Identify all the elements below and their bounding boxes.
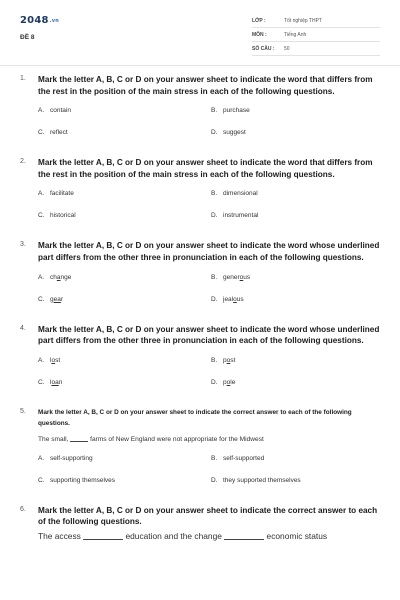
option-letter: C. (38, 129, 45, 137)
option-text: n (58, 378, 63, 386)
underlined-part: ea (53, 295, 61, 303)
option-d[interactable] (211, 129, 246, 136)
question-sentence (38, 531, 382, 541)
underlined-part: o (239, 273, 244, 281)
underlined-part: oa (51, 378, 59, 386)
option-text: dimensional (223, 190, 258, 198)
question-stem: Mark the letter A, B, C or D on your answer sheet to indicate the correct answer to each of the following questions. (38, 505, 378, 527)
answer-blank (224, 539, 264, 540)
meta-key: MÔN : (252, 32, 267, 38)
option-letter: B. (211, 454, 218, 462)
option-text: instrumental (223, 212, 259, 220)
option-letter: A. (38, 107, 45, 115)
option-text: self-supporting (50, 454, 93, 462)
option-text: p (223, 356, 227, 364)
sentence-text: The small, (38, 435, 69, 443)
answer-options (38, 270, 382, 314)
option-text: us (243, 273, 251, 281)
underlined-part: o (233, 295, 237, 303)
option-letter: C. (38, 295, 45, 303)
option-letter: D. (211, 476, 218, 484)
answer-blank (83, 539, 123, 540)
option-text: historical (50, 212, 76, 220)
option-letter: C. (38, 212, 45, 220)
option-a[interactable] (38, 190, 74, 197)
question-1 (0, 74, 400, 147)
option-c[interactable] (38, 129, 68, 136)
underlined-part: o (226, 378, 231, 386)
option-d[interactable] (211, 296, 244, 303)
option-text: jeal (223, 295, 234, 303)
option-text: l (50, 356, 52, 364)
option-text: us (236, 295, 244, 303)
option-a[interactable] (38, 107, 71, 114)
meta-key: SỐ CÂU : (252, 46, 275, 52)
option-letter: B. (211, 107, 218, 115)
option-text: purchase (223, 107, 250, 115)
option-letter: A. (38, 356, 45, 364)
question-number: 4. (20, 324, 26, 332)
option-letter: B. (211, 356, 218, 364)
option-letter: D. (211, 295, 218, 303)
question-number: 5. (20, 407, 26, 415)
header-divider (0, 65, 400, 66)
sentence-text: economic status (266, 530, 328, 541)
option-a[interactable] (38, 274, 71, 281)
question-stem: Mark the letter A, B, C or D on your answer sheet to indicate the correct answer to each of the following questions. (38, 408, 352, 428)
option-text: le (230, 378, 236, 386)
question-sentence (38, 435, 382, 445)
option-letter: B. (211, 273, 218, 281)
option-a[interactable] (38, 455, 93, 462)
option-text: p (223, 378, 227, 386)
option-text: reflect (50, 129, 68, 137)
question-number: 6. (20, 505, 26, 513)
question-number: 1. (20, 75, 26, 82)
option-c[interactable] (38, 477, 115, 484)
option-text: supporting themselves (50, 476, 116, 484)
sentence-text: farms of New England were not appropriate for the Midwest (90, 435, 264, 443)
option-c[interactable] (38, 212, 76, 219)
question-stem: Mark the letter A, B, C or D on your answer sheet to indicate the word that differs from the rest in the position of the main stress in each of the following questions. (38, 75, 373, 96)
option-b[interactable] (211, 455, 264, 462)
question-number: 2. (20, 158, 26, 166)
question-stem: Mark the letter A, B, C or D on your answer sheet to indicate the word whose underlined part differs from the other three in pronunciation in each of the following questions. (38, 241, 380, 262)
exam-code: ĐỀ 8 (20, 34, 35, 41)
underlined-part: o (51, 356, 56, 364)
site-logo[interactable] (20, 15, 59, 26)
meta-row-class (252, 14, 380, 28)
option-b[interactable] (211, 357, 235, 364)
option-a[interactable] (38, 357, 60, 364)
meta-key: LỚP : (252, 18, 266, 24)
option-b[interactable] (211, 190, 258, 197)
answer-options (38, 103, 382, 147)
meta-value: Tốt nghiệp THPT (284, 18, 322, 24)
question-6 (0, 505, 400, 541)
question-3 (0, 240, 400, 313)
sentence-text: The access (38, 530, 81, 541)
option-c[interactable] (38, 379, 62, 386)
option-text: facilitate (50, 190, 74, 198)
option-letter: A. (38, 190, 45, 198)
answer-options (38, 451, 382, 495)
underlined-part: o (226, 356, 231, 364)
option-text: r (60, 295, 64, 303)
option-letter: D. (211, 212, 218, 220)
answer-blank (70, 441, 88, 442)
exam-header (0, 0, 400, 64)
option-text: contain (50, 107, 71, 115)
option-text: they supported themselves (223, 476, 301, 484)
question-number: 3. (20, 241, 26, 249)
answer-options (38, 186, 382, 230)
question-stem: Mark the letter A, B, C or D on your answer sheet to indicate the word that differs from the rest in the position of the main stress in each of the following questions. (38, 158, 373, 179)
option-d[interactable] (211, 379, 235, 386)
option-letter: D. (211, 129, 218, 137)
question-4 (0, 324, 400, 397)
option-d[interactable] (211, 477, 301, 484)
option-text: self-supported (223, 454, 265, 462)
option-text: l (50, 378, 52, 386)
option-c[interactable] (38, 296, 63, 303)
meta-row-subject (252, 28, 380, 42)
option-letter: D. (211, 378, 218, 386)
option-text: nge (60, 273, 72, 281)
option-b[interactable] (211, 274, 250, 281)
underlined-part: a (56, 273, 61, 281)
meta-value: 50 (284, 46, 290, 52)
option-text: g (50, 295, 54, 303)
sentence-text: education and the change (125, 530, 222, 541)
option-letter: B. (211, 190, 218, 198)
meta-row-question-count (252, 42, 380, 56)
option-letter: C. (38, 476, 45, 484)
question-list (0, 74, 400, 551)
logo-text: 2048 (20, 15, 49, 26)
question-5 (0, 407, 400, 495)
option-text: gener (223, 273, 240, 281)
option-d[interactable] (211, 212, 258, 219)
option-text: st (55, 356, 61, 364)
option-letter: A. (38, 454, 45, 462)
option-text: suggest (223, 129, 246, 137)
option-text: ch (50, 273, 57, 281)
option-letter: C. (38, 378, 45, 386)
logo-suffix: .vn (49, 18, 59, 24)
question-stem: Mark the letter A, B, C or D on your answer sheet to indicate the word whose underlined part differs from the other three in pronunciation in each of the following questions. (38, 324, 380, 346)
answer-options (38, 353, 382, 397)
option-b[interactable] (211, 107, 250, 114)
option-text: st (230, 356, 236, 364)
meta-value: Tiếng Anh (284, 32, 307, 38)
option-letter: A. (38, 273, 45, 281)
question-2 (0, 157, 400, 230)
